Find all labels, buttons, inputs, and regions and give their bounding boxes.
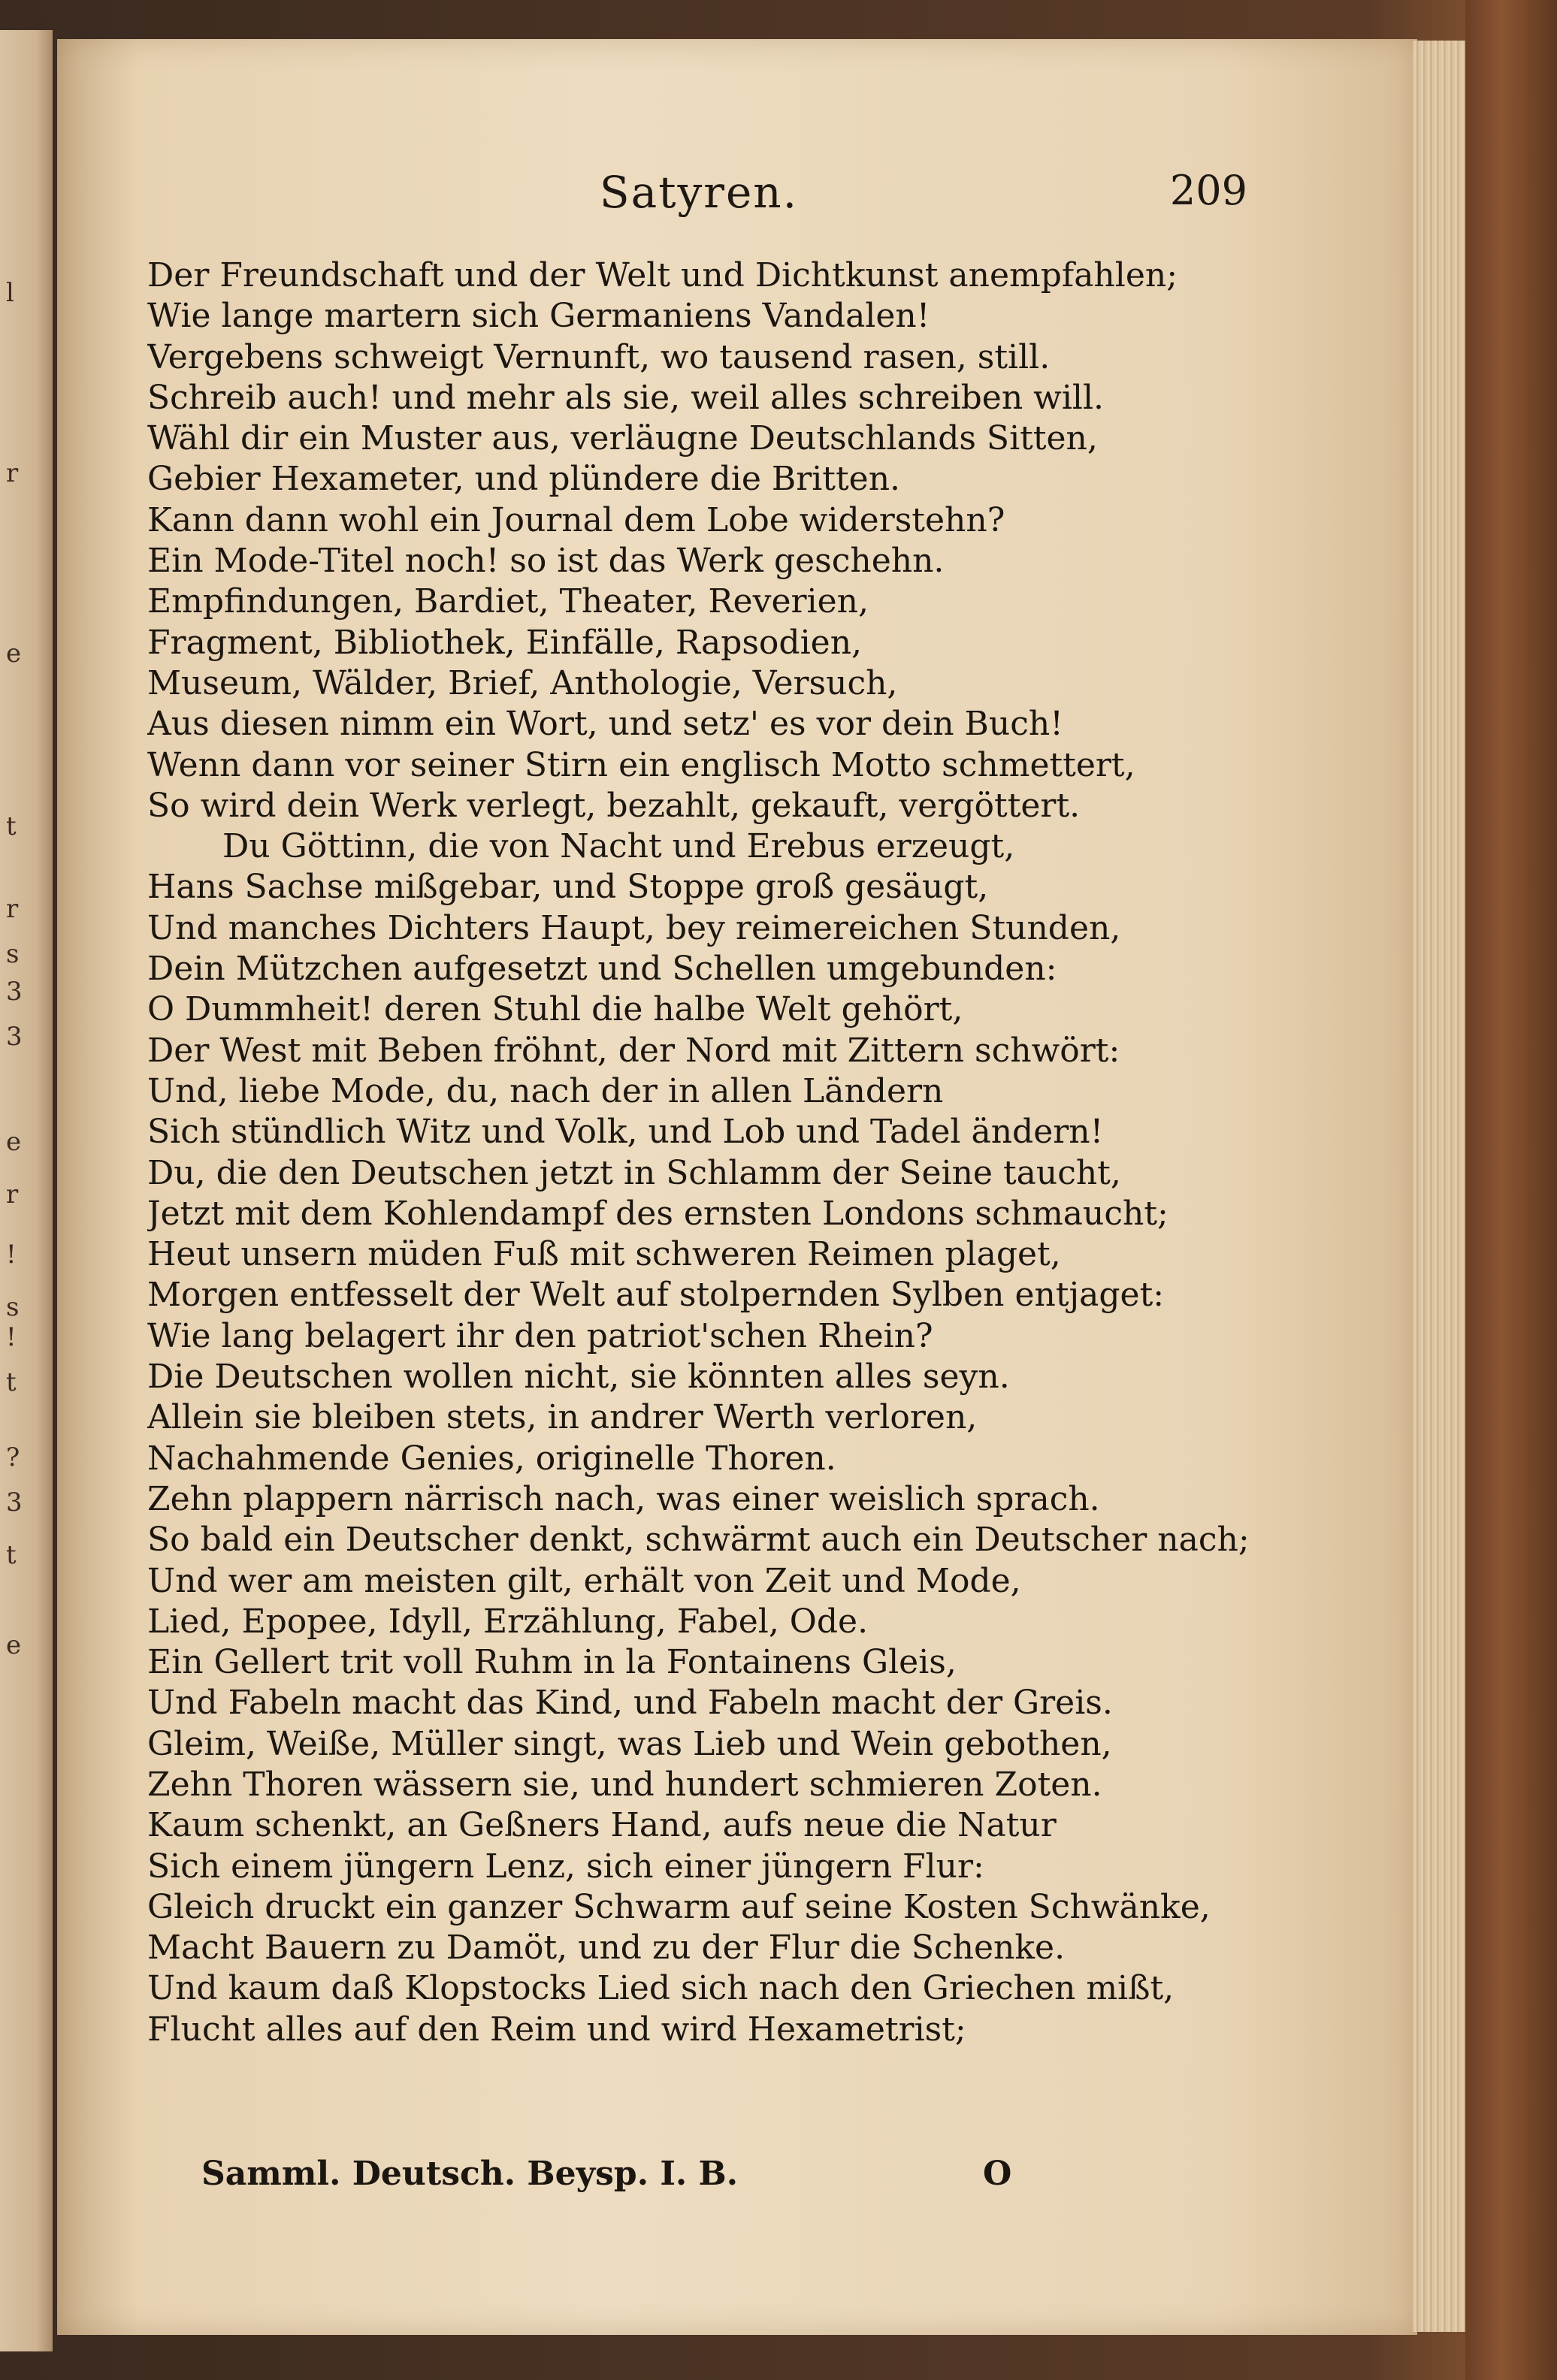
left-margin-mark: ! (6, 1240, 17, 1270)
text-line: Jetzt mit dem Kohlendampf des ernsten Londons schmaucht; (147, 1194, 1169, 1233)
left-margin-mark: l (6, 278, 14, 308)
text-line: Empfindungen, Bardiet, Theater, Reverien, (147, 582, 869, 621)
poem-text (147, 255, 1252, 2050)
left-margin-mark: ! (6, 1322, 17, 1352)
left-page-strip (0, 30, 53, 2351)
text-line: Wie lang belagert ihr den patriot'schen Rhein? (147, 1316, 933, 1355)
text-line: Sich einem jüngern Lenz, sich einer jüngern Flur: (147, 1847, 984, 1886)
left-margin-mark: 3 (6, 1488, 23, 1518)
left-margin-mark: t (6, 811, 17, 841)
left-margin-mark: 3 (6, 1022, 23, 1052)
left-margin-mark: 3 (6, 977, 23, 1007)
page-header (150, 167, 1247, 227)
text-line: Kaum schenkt, an Geßners Hand, aufs neue die Natur (147, 1806, 1057, 1845)
text-line: Und kaum daß Klopstocks Lied sich nach den Griechen mißt, (147, 1969, 1175, 2008)
left-margin-mark: ? (6, 1442, 20, 1472)
text-line: Und wer am meisten gilt, erhält von Zeit und Mode, (147, 1561, 1021, 1600)
text-line: Und manches Dichters Haupt, bey reimereichen Stunden, (147, 908, 1121, 947)
text-line: Morgen entfesselt der Welt auf stolpernden Sylben entjaget: (147, 1276, 1165, 1315)
page-number: 209 (1169, 167, 1247, 214)
text-line: Kann dann wohl ein Journal dem Lobe widerstehn? (147, 500, 1005, 539)
text-line: Zehn Thoren wässern sie, und hundert schmieren Zoten. (147, 1765, 1102, 1804)
text-line: Ein Gellert trit voll Ruhm in la Fontainens Gleis, (147, 1643, 957, 1682)
printer-signature: Samml. Deutsch. Beysp. I. B. (201, 2155, 739, 2193)
text-line: Nachahmende Genies, originelle Thoren. (147, 1439, 836, 1478)
left-margin-mark: e (6, 639, 22, 669)
page-footer (201, 2155, 1028, 2200)
text-line: Fragment, Bibliothek, Einfälle, Rapsodien, (147, 623, 863, 662)
left-margin-mark: e (6, 1630, 22, 1660)
text-line: Gebier Hexameter, und plündere die Britten. (147, 460, 901, 499)
text-line: Lied, Epopee, Idyll, Erzählung, Fabel, Ode. (147, 1602, 869, 1641)
text-line: Schreib auch! und mehr als sie, weil alles schreiben will. (147, 378, 1105, 417)
left-margin-mark: s (6, 939, 20, 969)
text-line: Zehn plappern närrisch nach, was einer weislich sprach. (147, 1479, 1100, 1518)
left-margin-mark: r (6, 1179, 19, 1210)
text-line: Die Deutschen wollen nicht, sie könnten alles seyn. (147, 1358, 1010, 1397)
text-line: Aus diesen nimm ein Wort, und setz' es vor dein Buch! (147, 705, 1063, 744)
text-line: Hans Sachse mißgebar, und Stoppe groß gesäugt, (147, 868, 989, 907)
text-line: Du, die den Deutschen jetzt in Schlamm der Seine taucht, (147, 1153, 1121, 1192)
left-margin-mark: t (6, 1367, 17, 1397)
text-line: Allein sie bleiben stets, in andrer Werth verloren, (147, 1398, 978, 1437)
text-line: Flucht alles auf den Reim und wird Hexametrist; (147, 2010, 966, 2049)
text-line: O Dummheit! deren Stuhl die halbe Welt gehört, (147, 990, 963, 1029)
text-line: So bald ein Deutscher denkt, schwärmt auch ein Deutscher nach; (147, 1521, 1250, 1560)
signature-letter: O (983, 2155, 1012, 2193)
text-line: Museum, Wälder, Brief, Anthologie, Versuch, (147, 663, 898, 702)
text-line: Ein Mode-Titel noch! so ist das Werk geschehn. (147, 542, 945, 581)
text-line: Und, liebe Mode, du, nach der in allen Ländern (147, 1071, 944, 1110)
book-cover-edge (1465, 0, 1557, 2380)
text-line: Dein Mützchen aufgesetzt und Schellen umgebunden: (147, 950, 1057, 989)
text-line: Sich stündlich Witz und Volk, und Lob und Tadel ändern! (147, 1113, 1104, 1152)
text-line: Und Fabeln macht das Kind, und Fabeln macht der Greis. (147, 1684, 1113, 1723)
text-line: So wird dein Werk verlegt, bezahlt, gekauft, vergöttert. (147, 786, 1081, 825)
left-margin-mark: e (6, 1127, 22, 1157)
left-margin-mark: r (6, 458, 19, 488)
text-line: Wie lange martern sich Germaniens Vandalen! (147, 297, 930, 336)
text-line: Gleich druckt ein ganzer Schwarm auf seine Kosten Schwänke, (147, 1887, 1211, 1926)
left-margin-mark: t (6, 1540, 17, 1570)
running-title: Satyren. (599, 167, 799, 218)
text-line: Der Freundschaft und der Welt und Dichtkunst anempfahlen; (147, 256, 1178, 294)
text-line: Heut unsern müden Fuß mit schweren Reimen plaget, (147, 1235, 1061, 1274)
page-edges (1413, 41, 1465, 2332)
text-line: Gleim, Weiße, Müller singt, was Lieb und Wein gebothen, (147, 1724, 1112, 1763)
text-line: Vergebens schweigt Vernunft, wo tausend rasen, still. (147, 337, 1051, 376)
text-line: Wähl dir ein Muster aus, verläugne Deutschlands Sitten, (147, 419, 1098, 458)
text-line: Wenn dann vor seiner Stirn ein englisch Motto schmettert, (147, 745, 1135, 784)
text-line: Macht Bauern zu Damöt, und zu der Flur die Schenke. (147, 1928, 1066, 1968)
text-line: Der West mit Beben fröhnt, der Nord mit Zittern schwört: (147, 1031, 1120, 1070)
left-margin-mark: s (6, 1292, 20, 1322)
text-line: Du Göttinn, die von Nacht und Erebus erzeugt, (222, 827, 1015, 866)
left-margin-mark: r (6, 894, 19, 924)
